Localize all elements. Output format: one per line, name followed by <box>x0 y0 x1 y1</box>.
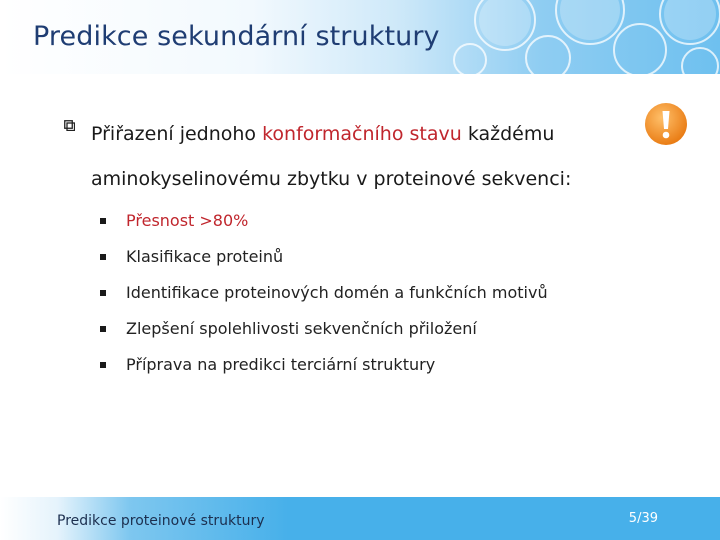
square-bullet-icon <box>100 254 106 260</box>
exclamation-icon <box>644 102 688 146</box>
page-title: Predikce sekundární struktury <box>33 21 440 52</box>
list-item: Zlepšení spolehlivosti sekvenčních přiložení <box>100 318 548 354</box>
list-item: Příprava na predikci terciární struktury <box>100 354 548 390</box>
list-item: Klasifikace proteinů <box>100 246 548 282</box>
main-text-before: Přiřazení jednoho <box>91 123 263 145</box>
square-bullet-icon <box>100 362 106 368</box>
highlight-conformation-state: konformačního stavu <box>262 123 462 145</box>
list-item: Přesnost >80% <box>100 210 548 246</box>
square-bullet-icon <box>100 326 106 332</box>
header-band <box>0 0 720 74</box>
sub-bullet-list <box>100 210 548 390</box>
page-number: 5/39 <box>628 511 658 526</box>
square-bullet-icon <box>100 290 106 296</box>
checkbox-bullet-icon <box>64 120 75 131</box>
footer-band <box>0 497 720 540</box>
main-bullet-text <box>91 112 631 202</box>
list-item: Identifikace proteinových domén a funkčních motivů <box>100 282 548 318</box>
square-bullet-icon <box>100 218 106 224</box>
main-text-after: každému aminokyselinovému zbytku v proteinové sekvenci: <box>91 123 572 190</box>
footer-title: Predikce proteinové struktury <box>57 513 265 529</box>
